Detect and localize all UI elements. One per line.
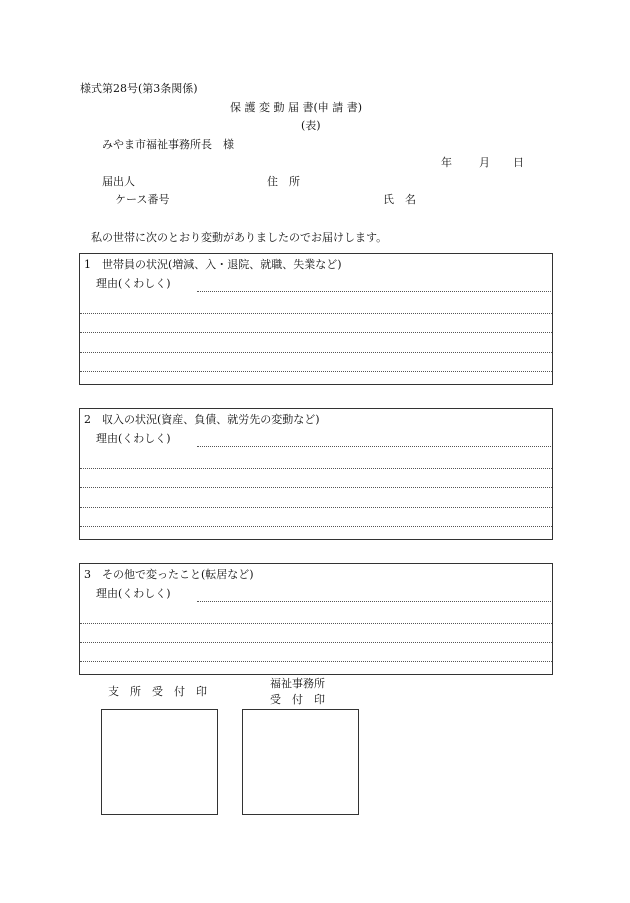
- section-2-line[interactable]: [80, 507, 552, 508]
- intro-text: 私の世帯に次のとおり変動がありましたのでお届けします。: [91, 231, 388, 244]
- section-2-reason-label: 理由(くわしく): [96, 432, 171, 445]
- date-month: 月: [479, 156, 490, 169]
- office-stamp-label-line2: 受 付 印: [270, 693, 325, 706]
- section-1-heading: 1 世帯員の状況(増減、入・退院、就職、失業など): [84, 258, 342, 271]
- section-1-box: [79, 253, 553, 385]
- address-label: 住 所: [267, 175, 300, 188]
- section-3-box: [79, 563, 553, 675]
- section-2-line[interactable]: [80, 487, 552, 488]
- form-subtitle: (表): [301, 119, 321, 132]
- form-number: 様式第28号(第3条関係): [80, 82, 198, 95]
- section-2-reason-line[interactable]: [197, 446, 551, 447]
- office-stamp-box: [242, 709, 359, 815]
- section-3-reason-line[interactable]: [197, 601, 551, 602]
- section-1-line[interactable]: [80, 313, 552, 314]
- section-3-reason-label: 理由(くわしく): [96, 587, 171, 600]
- date-year: 年: [441, 156, 452, 169]
- branch-stamp-box: [101, 709, 218, 815]
- section-1-line[interactable]: [80, 352, 552, 353]
- office-stamp-label-line1: 福祉事務所: [270, 677, 325, 690]
- section-3-line[interactable]: [80, 623, 552, 624]
- section-2-box: [79, 408, 553, 540]
- section-2-heading: 2 収入の状況(資産、負債、就労先の変動など): [84, 413, 320, 426]
- name-label: 氏 名: [383, 193, 416, 206]
- section-1-reason-label: 理由(くわしく): [96, 277, 171, 290]
- section-2-line[interactable]: [80, 526, 552, 527]
- branch-stamp-label: 支 所 受 付 印: [108, 685, 207, 698]
- addressee: みやま市福祉事務所長 様: [102, 138, 234, 151]
- case-number-label: ケース番号: [115, 193, 170, 206]
- section-3-heading: 3 その他で変ったこと(転居など): [84, 568, 254, 581]
- section-1-line[interactable]: [80, 371, 552, 372]
- applicant-label: 届出人: [102, 175, 135, 188]
- section-2-line[interactable]: [80, 468, 552, 469]
- section-1-line[interactable]: [80, 332, 552, 333]
- section-1-reason-line[interactable]: [197, 291, 551, 292]
- section-3-line[interactable]: [80, 661, 552, 662]
- form-title: 保 護 変 動 届 書(申 請 書): [230, 101, 363, 114]
- section-3-line[interactable]: [80, 642, 552, 643]
- date-day: 日: [513, 156, 524, 169]
